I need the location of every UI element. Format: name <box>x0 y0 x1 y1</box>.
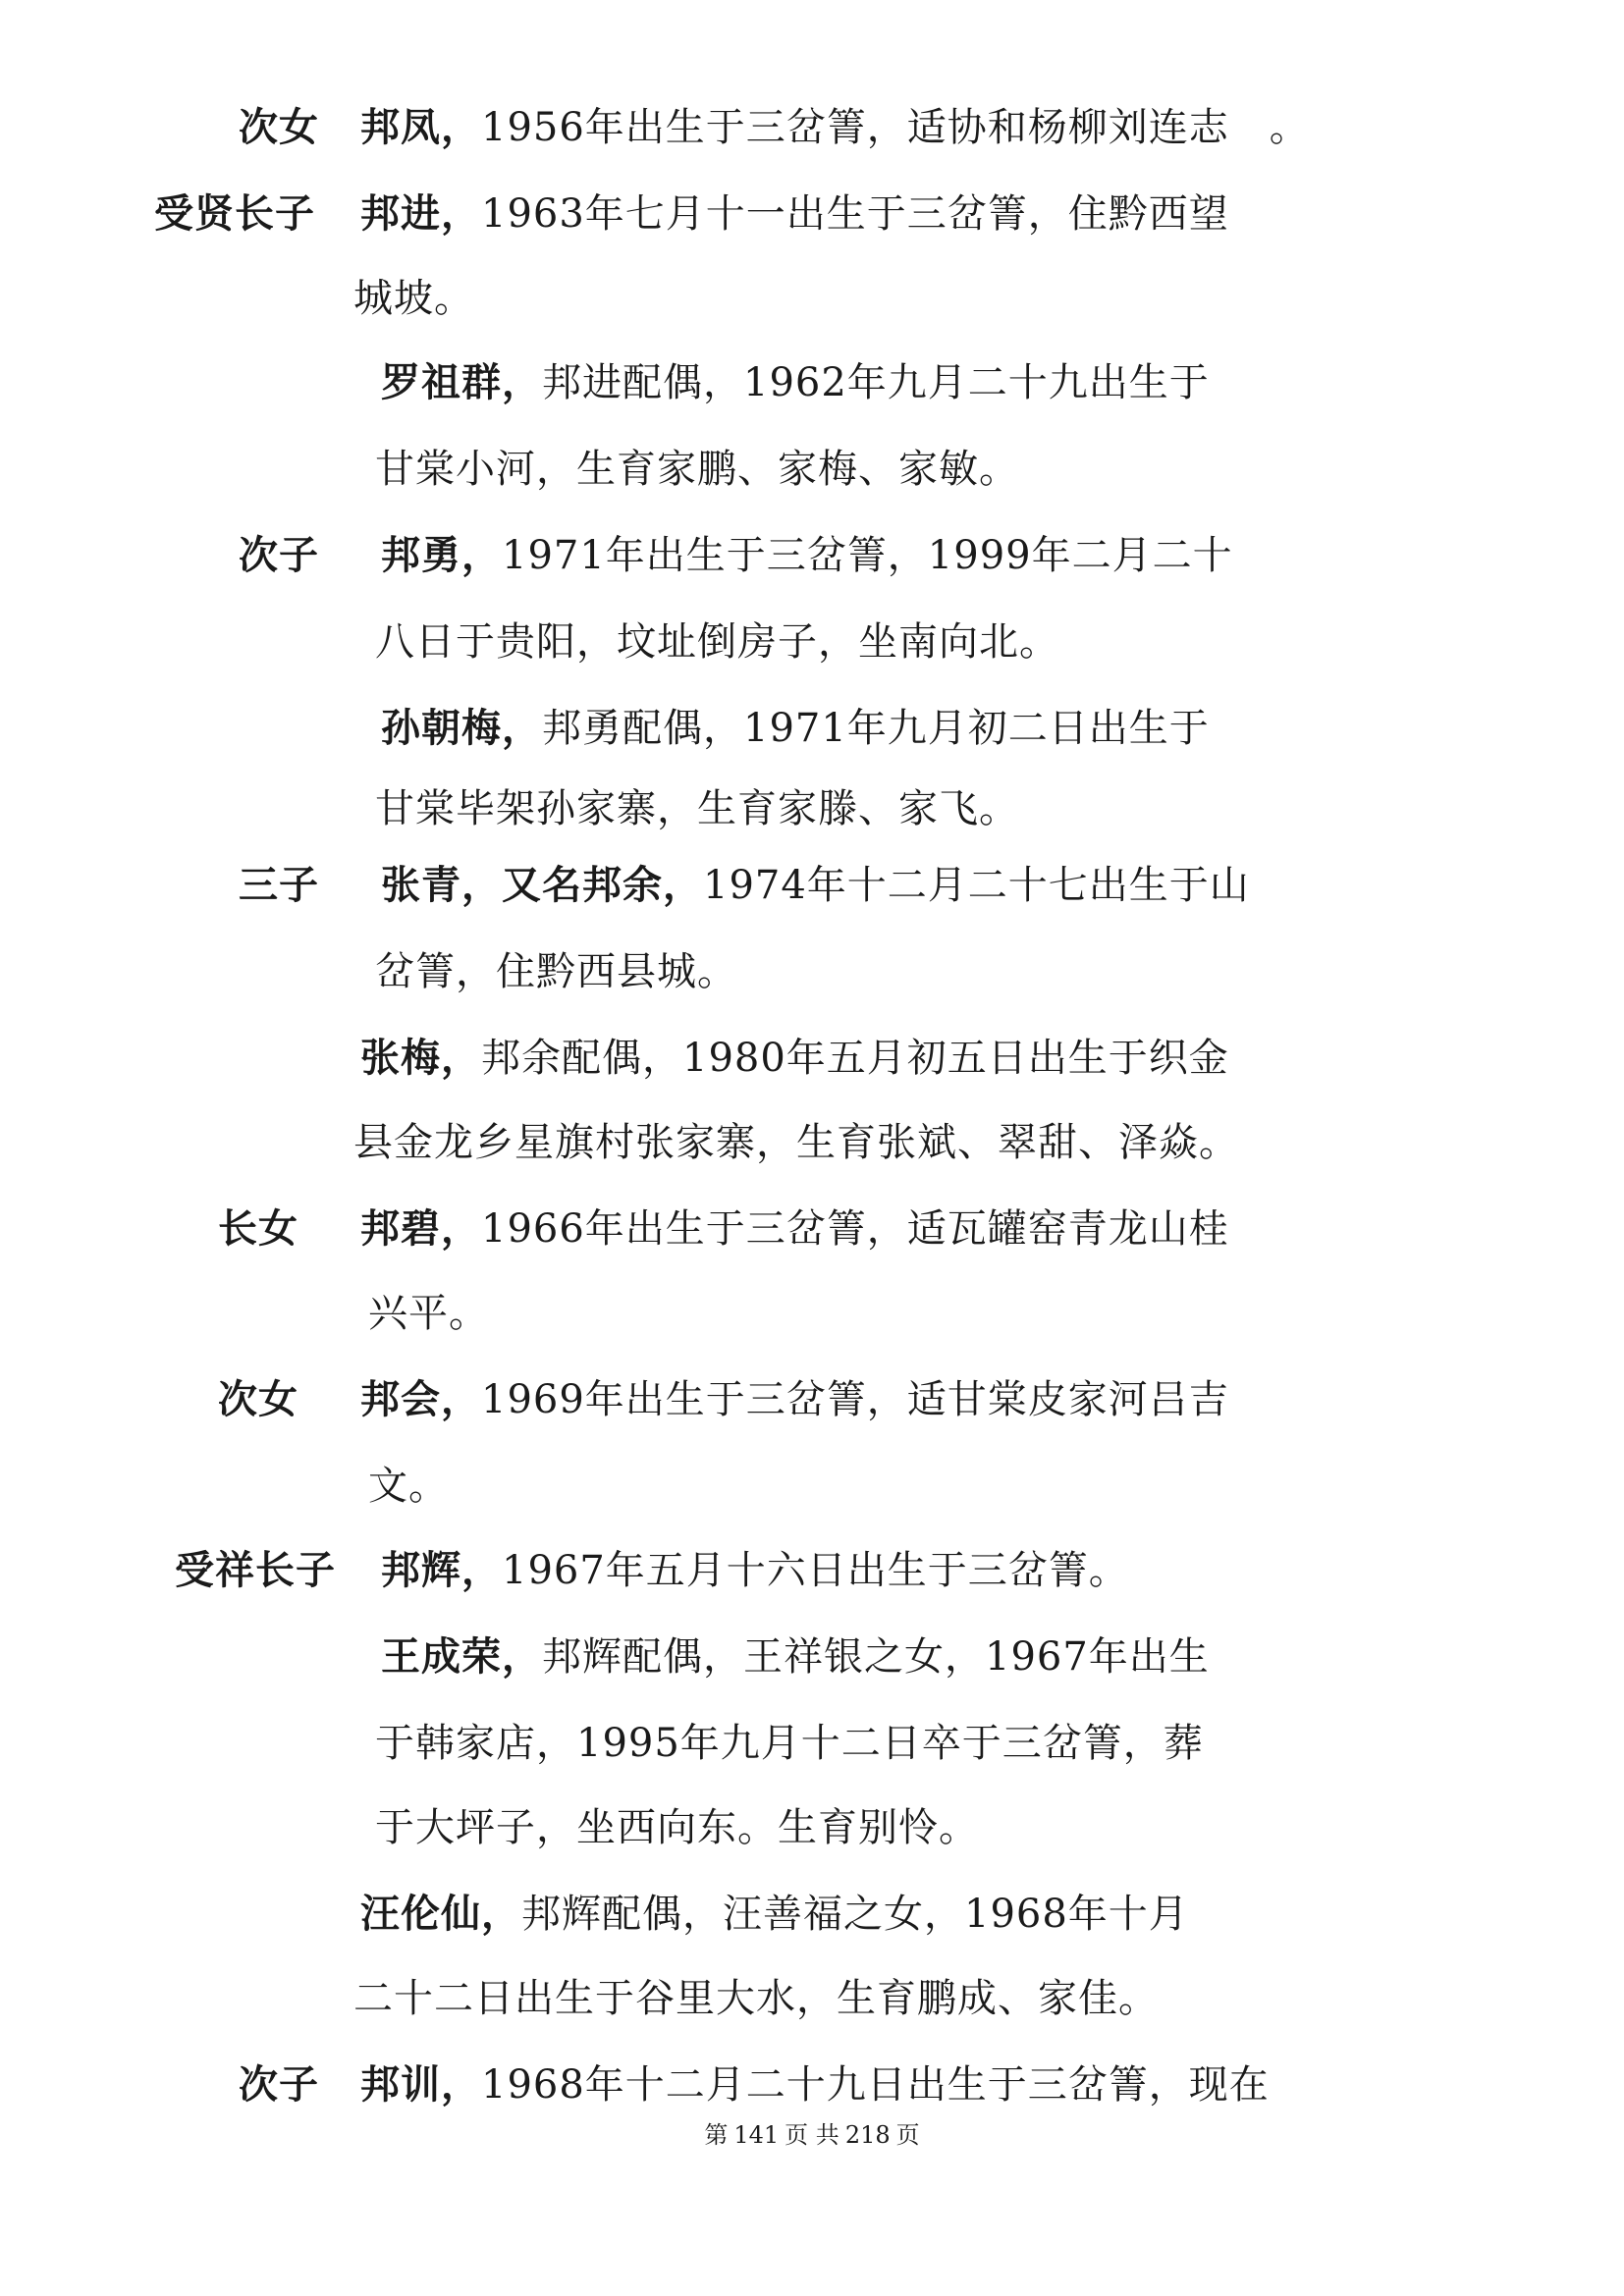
entry-line <box>360 190 1229 238</box>
entry-line-cont: 城坡。 <box>353 276 474 321</box>
entry-text: 邦余配偶，1980年五月初五日出生于织金 <box>481 1036 1229 1081</box>
entry-line <box>360 104 1310 151</box>
relation-label: 长女 <box>218 1206 298 1252</box>
entry-line <box>360 2061 1270 2109</box>
relation-label: 受祥长子 <box>175 1548 336 1593</box>
entry-line <box>360 1376 1229 1423</box>
entry-line <box>360 1205 1229 1253</box>
relation-label: 受贤长子 <box>154 191 315 237</box>
entry-text: 1968年十二月二十九日出生于三岔箐，现在 <box>481 2062 1270 2108</box>
person-name: 邦碧， <box>360 1206 481 1252</box>
entry-text: 1969年出生于三岔箐，适甘棠皮家河吕吉 <box>481 1377 1229 1422</box>
relation-label: 次女 <box>239 105 319 150</box>
person-name: 罗祖群， <box>381 360 542 405</box>
relation-label: 次子 <box>239 533 319 578</box>
person-name: 邦训， <box>360 2062 481 2108</box>
page-number: 141 <box>733 2121 780 2149</box>
person-name: 张梅， <box>360 1036 481 1081</box>
page-footer <box>0 2120 1624 2150</box>
relation-label: 三子 <box>239 863 319 908</box>
entry-line-cont: 甘棠小河，生育家鹏、家梅、家敏。 <box>375 447 1019 492</box>
entry-text: 1963年七月十一出生于三岔箐，住黔西望 <box>481 191 1229 237</box>
entry-text: 邦辉配偶，汪善福之女，1968年十月 <box>521 1892 1189 1937</box>
entry-line <box>381 705 1210 752</box>
person-name: 王成荣， <box>381 1634 542 1680</box>
entry-text: 邦勇配偶，1971年九月初二日出生于 <box>542 706 1210 751</box>
person-name: 孙朝梅， <box>381 706 542 751</box>
person-name: 邦勇， <box>381 533 502 578</box>
entry-line-cont: 岔箐，住黔西县城。 <box>375 949 737 994</box>
entry-line <box>360 1035 1229 1082</box>
entry-line-cont: 于韩家店，1995年九月十二日卒于三岔箐，葬 <box>375 1721 1204 1766</box>
entry-line-cont: 二十二日出生于谷里大水，生育鹏成、家佳。 <box>353 1976 1159 2021</box>
entry-text: 1967年五月十六日出生于三岔箐。 <box>502 1548 1129 1593</box>
entry-line-cont: 八日于贵阳，坟址倒房子，坐南向北。 <box>375 619 1059 665</box>
entry-text: 邦进配偶，1962年九月二十九出生于 <box>542 360 1210 405</box>
footer-prefix: 第 <box>704 2121 729 2149</box>
entry-line <box>381 532 1233 579</box>
entry-line <box>381 862 1250 909</box>
relation-label: 次子 <box>239 2062 319 2108</box>
entry-line <box>381 359 1210 406</box>
footer-suffix: 页 <box>895 2121 920 2149</box>
entry-line-cont: 甘棠毕架孙家寨，生育家滕、家飞。 <box>375 786 1019 831</box>
entry-line-cont: 县金龙乡星旗村张家寨，生育张斌、翠甜、泽焱。 <box>353 1120 1239 1165</box>
entry-text: 1974年十二月二十七出生于山 <box>703 863 1250 908</box>
entry-line <box>381 1547 1129 1594</box>
person-name: 邦会， <box>360 1377 481 1422</box>
person-name: 张青，又名邦余， <box>381 863 703 908</box>
entry-text: 1966年出生于三岔箐，适瓦罐窑青龙山桂 <box>481 1206 1229 1252</box>
person-name: 邦辉， <box>381 1548 502 1593</box>
total-pages: 218 <box>844 2121 891 2149</box>
footer-mid: 页 共 <box>785 2121 839 2149</box>
person-name: 邦凤， <box>360 105 481 150</box>
entry-line <box>360 1891 1189 1938</box>
entry-line-cont: 于大坪子，坐西向东。生育别怜。 <box>375 1805 979 1850</box>
relation-label: 次女 <box>218 1377 298 1422</box>
entry-line-cont: 兴平。 <box>368 1291 489 1336</box>
person-name: 邦进， <box>360 191 481 237</box>
entry-line <box>381 1633 1210 1681</box>
person-name: 汪伦仙， <box>360 1892 521 1937</box>
entry-text: 邦辉配偶，王祥银之女，1967年出生 <box>542 1634 1210 1680</box>
entry-text: 1971年出生于三岔箐，1999年二月二十 <box>502 533 1233 578</box>
entry-line-cont: 文。 <box>368 1464 449 1509</box>
entry-text: 1956年出生于三岔箐，适协和杨柳刘连志 。 <box>481 105 1310 150</box>
